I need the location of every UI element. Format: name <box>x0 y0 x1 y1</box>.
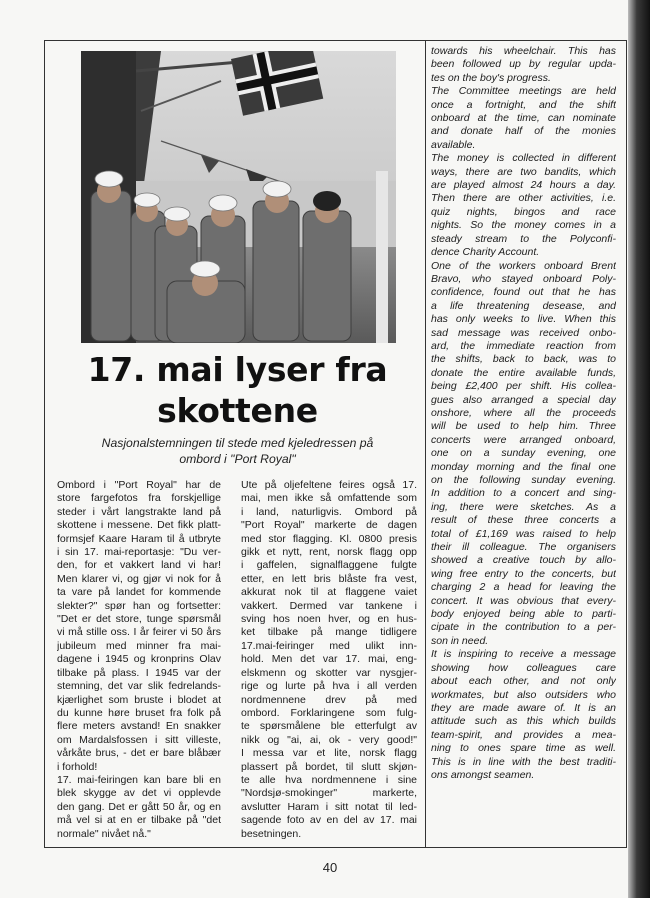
text-line: donate the entire available funds, <box>431 366 616 379</box>
text-line: elskmenn og skotter var nysgjer- <box>241 666 417 679</box>
text-line: om Mardalsfossen i sitt villeste, <box>57 733 221 746</box>
text-line: te alle hva nordmennene i sine <box>241 773 417 786</box>
text-line: towards his wheelchair. This has <box>431 45 616 57</box>
text-line: med stor flagging. Kl. 0800 presis <box>241 532 417 545</box>
text-line: The money is collected in different <box>431 152 616 165</box>
text-line: has only weeks to live. When this <box>431 313 616 326</box>
text-line: cipate in the contribution to a per- <box>431 621 616 634</box>
text-line: Men klarer vi, og gjør vi nok for å <box>57 572 221 585</box>
text-line: nikk og "ai, ai, ok - very good!" <box>241 733 417 746</box>
text-line: mai, men ikke så omfattende som <box>241 492 417 505</box>
text-line: onboard at the time, can nominate <box>431 112 616 125</box>
text-line: ning to ones spare time as well. <box>431 742 616 755</box>
text-line: total of £1,169 was raised to help <box>431 527 616 540</box>
text-line: Ombord i "Port Royal" har de <box>57 479 221 491</box>
text-line: slekter?" spør han og fortsetter: <box>57 599 221 612</box>
text-line: ways, there are two bandits, which <box>431 165 616 178</box>
text-line: normale" nivået nå." <box>57 827 151 840</box>
text-line: One of the workers onboard Brent <box>431 259 616 272</box>
text-line: store fargefotos fra forskjellige <box>57 492 221 505</box>
text-line: sagende foto av en del av 17. mai <box>241 814 417 827</box>
text-line: will be used to help him. Three <box>431 420 616 433</box>
text-line: den, for et vakkert land vi har! <box>57 559 221 572</box>
text-line: i sin 17. mai-reportasje: "Du ver- <box>57 546 221 559</box>
text-line: In addition to a concert and sing- <box>431 487 616 500</box>
text-line: a life threatening desease, and <box>431 299 616 312</box>
text-line: concert. It was obvious that every- <box>431 594 616 607</box>
text-line: confidence, found out that he has <box>431 286 616 299</box>
text-line: "Nordsjø-smokinger" markerte, <box>241 787 417 800</box>
text-line: ing, there were sketches. As a <box>431 500 616 513</box>
text-line: Then there are other activities, i.e. <box>431 192 616 205</box>
headline-line: 17. mai lyser fra <box>87 350 388 389</box>
text-line: about each other, and not only <box>431 675 616 688</box>
text-line: kjærlighet som bruste i blodet at <box>57 693 221 706</box>
text-line: the shifts, back to back, was to <box>431 353 616 366</box>
text-line: dagene i 1945 og kronprins Olav <box>57 653 221 666</box>
text-line: vi må stille oss. I år feirer vi 50 års <box>57 626 221 639</box>
text-line: vakkert. Dermed var tankene i <box>241 599 417 612</box>
text-line: wing free entry to the concerts, but <box>431 567 616 580</box>
text-line: rige og lurte på hva i all verden <box>241 680 417 693</box>
text-line: gues also arranged a special day <box>431 393 616 406</box>
text-line: tilbake på plass. I 1945 var der <box>57 666 221 679</box>
text-line: quiz nights, bingos and race <box>431 205 616 218</box>
text-line: workmates, but also outsiders who <box>431 688 616 701</box>
text-line: available. <box>431 138 476 151</box>
text-line: den gang. Det er gått 50 år, og en <box>57 800 221 813</box>
text-line: skottene i messene. Det fikk platt- <box>57 519 221 532</box>
text-line: body enjoyed being able to parti- <box>431 608 616 621</box>
text-line: Ute på oljefeltene feires også 17. <box>241 479 417 491</box>
text-line: showing how colleagues care <box>431 661 616 674</box>
text-line: ons amongst seamen. <box>431 768 535 781</box>
text-line: te spørsmålene ble etterfulgt av <box>241 720 417 733</box>
text-line: dence Charity Account. <box>431 246 540 259</box>
text-line: result of these three concerts a <box>431 514 616 527</box>
text-line: besetningen. <box>241 827 302 840</box>
text-line: blek skygge av det vi opplevde <box>57 787 221 800</box>
text-line: gikk et nytt, rent, norsk flagg opp <box>241 546 417 559</box>
headline-line: skottene <box>157 391 318 430</box>
text-line: nordmennene drev på med <box>241 693 417 706</box>
text-line: tes on the boy's progress. <box>431 71 551 84</box>
text-line: being £2,400 per shift. His collea- <box>431 380 616 393</box>
crew-photo-image <box>81 51 396 343</box>
page-number: 40 <box>322 860 338 875</box>
text-line: "Port Royal" markerte de dagen <box>241 519 417 532</box>
text-line: akkurat nok til at flaggene vaiet <box>241 586 417 599</box>
text-line: vårkåte brus, - det er bare blåbær <box>57 747 221 760</box>
text-line: once a fortnight, and the shift <box>431 98 616 111</box>
text-line: onshore, where all the proceeds <box>431 406 616 419</box>
text-line: The Committee meetings are held <box>431 85 616 98</box>
text-line: are played almost 24 hours a day. <box>431 179 616 192</box>
article-headline <box>55 349 420 431</box>
text-line: jubileum med minner fra mai- <box>57 639 221 652</box>
text-line: nights. So the money comes in a <box>431 219 616 232</box>
text-line: charging 2 a head for leaving the <box>431 581 616 594</box>
subtitle-line: Nasjonalstemningen til stede med kjeledressen på <box>101 436 374 450</box>
text-line: ard, the immediate reaction from <box>431 339 616 352</box>
text-line: their ill colleague. The organisers <box>431 541 616 554</box>
text-line: ta vare på landet for kommende <box>57 586 221 599</box>
text-line: showed a creative touch by allo- <box>431 554 616 567</box>
text-line: hold. Men det var 17. mai, eng- <box>241 653 417 666</box>
text-line: and donate half of the monies <box>431 125 616 138</box>
text-line: ombord. Forklaringene som fulg- <box>241 706 417 719</box>
text-line: "Det er det store, tunge spørsmål <box>57 613 221 626</box>
text-line: stemning, det var slik fedrelands- <box>57 680 221 693</box>
article-subtitle <box>55 435 420 467</box>
article-column-1 <box>57 479 221 841</box>
text-line: one on a sunday evening, one <box>431 447 616 460</box>
text-line: concerts were arranged onboard, <box>431 433 616 446</box>
text-line: sad message was received onbo- <box>431 326 616 339</box>
text-line: formsjef Kaare Haram til å utbryte <box>57 532 221 545</box>
text-line: du kunne høre bruset fra folk på <box>57 706 221 719</box>
text-line: plassert på bordet, til slutt skjøn- <box>241 760 417 773</box>
text-line: attitude such as this which builds <box>431 715 616 728</box>
text-line: on the following sunday evening. <box>431 474 616 486</box>
text-line: son in need. <box>431 634 489 647</box>
text-line: i forhold! <box>57 760 98 773</box>
text-line: ket tilbake på mange tidligere <box>241 626 417 639</box>
text-line: sving hos noen hver, og en hus- <box>241 613 417 626</box>
text-line: etter, en lett bris blåste fra vest, <box>241 572 417 585</box>
article-column-2 <box>241 479 417 841</box>
text-line: team-spirit, and provides a mea- <box>431 728 616 741</box>
text-line: steady stream to the Polyconfi- <box>431 232 616 245</box>
text-line: I messa var et lite, norsk flagg <box>241 747 417 760</box>
text-line: i gaffelen, signalflaggene fulgte <box>241 559 417 572</box>
text-line: avslutter Haram i sitt notat til led- <box>241 800 417 813</box>
column-divider <box>425 41 426 847</box>
text-line: It is inspiring to receive a message <box>431 648 616 661</box>
page-edge-shadow <box>628 0 650 898</box>
text-line: This is in line with the best traditi- <box>431 755 616 768</box>
subtitle-line: ombord i "Port Royal" <box>179 452 296 466</box>
text-line: been followed up by regular upda- <box>431 58 616 71</box>
text-line: steder i vårt langstrakte land på <box>57 505 221 518</box>
text-line: 17. mai-feiringen kan bare bli en <box>57 773 221 786</box>
text-line: i land, naturligvis. Ombord på <box>241 505 417 518</box>
article-column-3 <box>431 45 616 782</box>
article-frame <box>44 40 627 848</box>
text-line: Bravo, who stayed onboard Poly- <box>431 272 616 285</box>
text-line: 17.mai-feiringer med ulikt inn- <box>241 639 417 652</box>
text-line: monday morning and the final one <box>431 460 616 473</box>
text-line: they are made aware of. It is an <box>431 701 616 714</box>
text-line: må vel si at en er tilbake på "det <box>57 814 221 827</box>
crew-photo <box>81 51 396 343</box>
text-line: flere meters avstand! En snakker <box>57 720 221 733</box>
